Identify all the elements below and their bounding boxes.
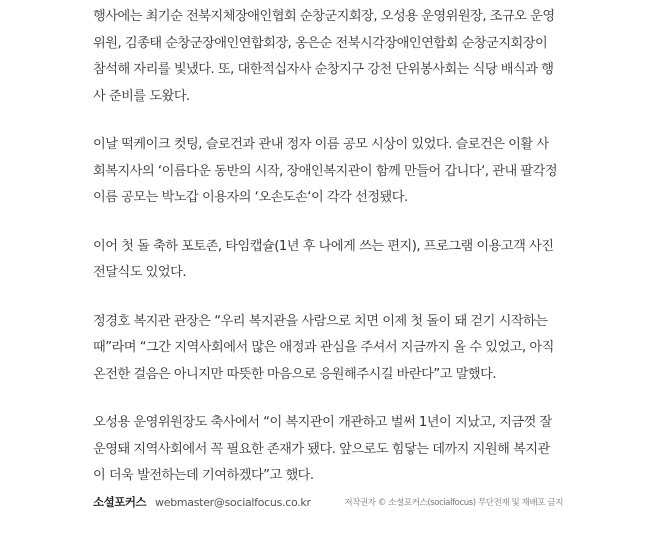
article-paragraph: 오성용 운영위원장도 축사에서 “이 복지관이 개관하고 벌써 1년이 지났고, 지금껏 잘 운영돼 지역사회에서 꼭 필요한 존재가 됐다. 앞으로도 힘닿는 데까지 지원해 복지관 이 더욱 발전하는데 기여하겠다”고 했다. [93,415,552,483]
article-paragraph: 정경호 복지관 관장은 “우리 복지관을 사람으로 치면 이제 첫 돌이 돼 걷기 시작하는 때”라며 “그간 지역사회에서 많은 애정과 관심을 주셔서 지금까지 올 수 있었고, 아직 온전한 걸음은 아니지만 따뜻한 마음으로 응원해주시길 바란다”고 말했다. [93,313,554,382]
article-paragraph: 이어 첫 돌 축하 포토존, 타임캡슐(1년 후 나에게 쓰는 편지), 프로그램 이용고객 사진 전달식도 있었다. [93,238,554,280]
contact-email-link[interactable]: webmaster@socialfocus.co.kr [155,495,311,509]
publisher-name: 소셜포커스 [93,495,147,509]
copyright-notice: 저작권자 © 소셜포커스(socialfocus) 무단전재 및 재배포 금지 [344,498,563,508]
article-body [93,4,563,512]
article-paragraph: 행사에는 최기순 전북지체장애인협회 순창군지회장, 오성용 운영위원장, 조규오 운영 위원, 김종태 순창군장애인연합회장, 옹은순 전북시각장애인연합회 순창군지회장이 참석해 자리를 빛냈다. 또, 대한적십자사 순창지구 강천 단위봉사회는 식당 배식과 행 사 준비를 도왔다. [93,9,555,104]
article-footer [93,492,563,512]
article-paragraph: 이날 떡케이크 컷팅, 슬로건과 관내 정자 이름 공모 시상이 있었다. 슬로건은 이활 사 회복지사의 ‘이름다운 동반의 시작, 장애인복지관이 함께 만들어 갑니다‘, 관내 팔각정 이름 공모는 박노갑 이용자의 ‘오손도손‘이 각각 선정됐다. [93,137,558,205]
